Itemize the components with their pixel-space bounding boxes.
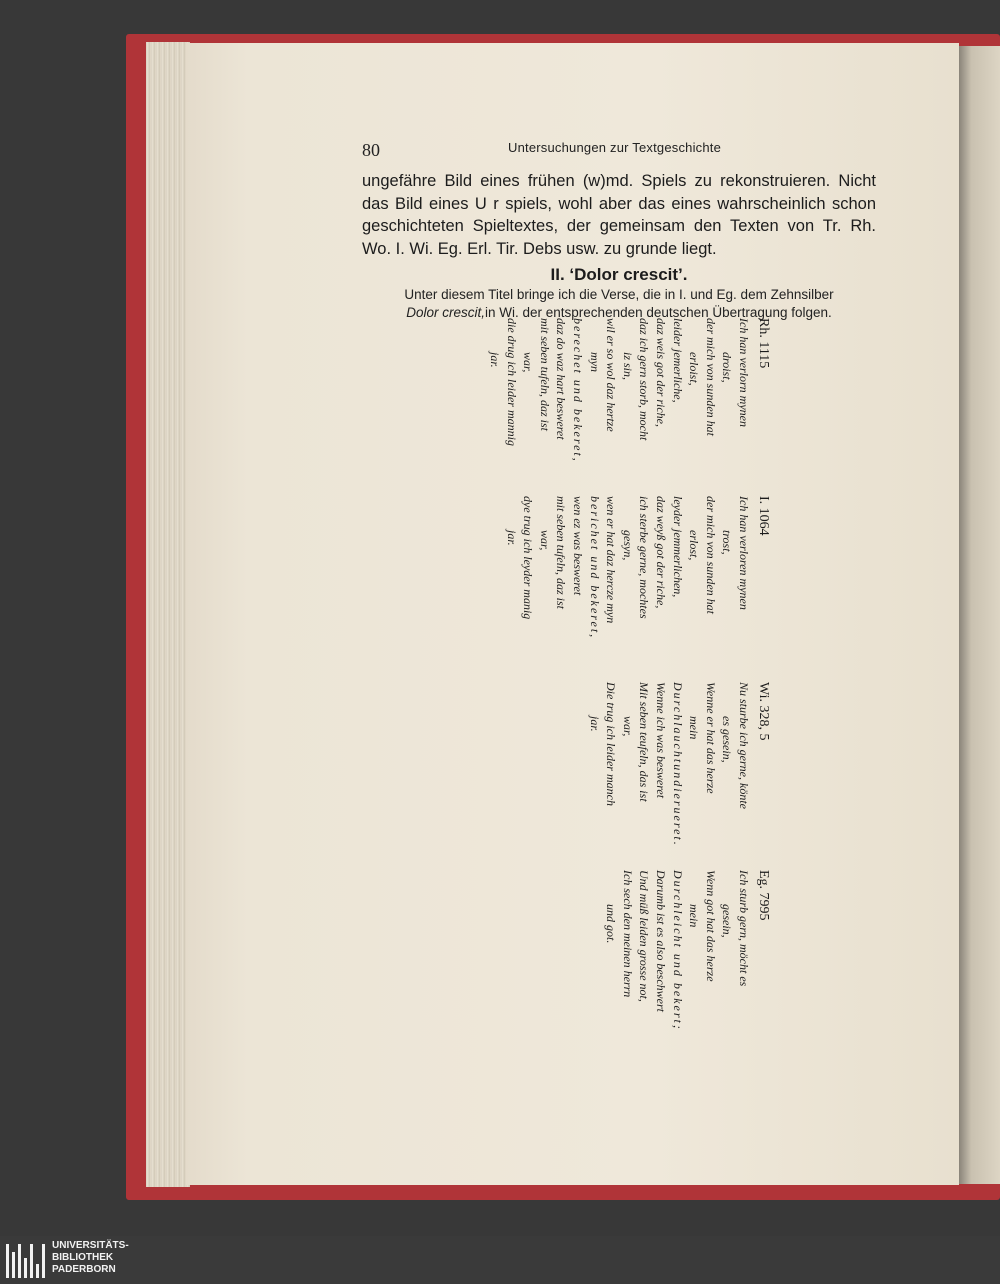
verse-line: mein	[687, 716, 702, 740]
verse-line: wen er hat daz hercze myn	[604, 496, 619, 624]
logo-bars-icon	[6, 1244, 46, 1278]
verse-line: Und müß leiden grosse not,	[637, 870, 652, 1002]
verse-line: daz do waz hart besweret	[554, 318, 569, 440]
verse-line: war,	[537, 530, 552, 551]
dolor-crescit-term: Dolor crescit,	[406, 305, 486, 320]
verse-line: daz ich gern storb, mocht	[637, 318, 652, 441]
verse-line: leider jemerliche,	[670, 318, 685, 403]
verse-line: Mit seben teufeln, das ist	[637, 682, 652, 802]
verse-line: wil er so wol daz hertze	[604, 318, 619, 432]
column-heading: Eg. 7995	[756, 870, 771, 921]
intro-line: geschichteten Spieltextes, der gemeinsam den Texten von Tr. Rh.	[362, 217, 876, 235]
verse-line: erloist,	[687, 352, 702, 386]
verse-comparison-table	[472, 318, 774, 1038]
verse-line: es gesein,	[720, 716, 735, 763]
verse-line: leyder jemmerlichen,	[670, 496, 685, 598]
page-edges	[146, 42, 190, 1187]
verse-line: ich sterbe gerne, mochtes	[637, 496, 652, 619]
verse-line: Durchleicht und bekert;	[670, 870, 685, 1031]
verse-line: berichet und bekeret,	[587, 496, 602, 640]
intro-line: ungefähre Bild eines frühen (w)md. Spiels zu rekonstruieren. Nicht	[362, 172, 876, 190]
verse-column-wi	[472, 682, 774, 862]
verse-line: jar.	[504, 530, 519, 546]
section-intro	[362, 286, 876, 322]
verse-line: iz sin,	[620, 352, 635, 381]
intro-paragraph	[362, 170, 876, 260]
verse-line: mein	[687, 904, 702, 928]
intro-line: das Bild eines U r spiels, wohl aber das eines wahrscheinlich schon	[362, 194, 876, 213]
verse-line: Ich sturb gern, möcht es	[737, 870, 751, 987]
verse-line: und got.	[604, 904, 619, 944]
logo-line: BIBLIOTHEK	[52, 1252, 114, 1263]
intro-line: Wo. I. Wi. Eg. Erl. Tir. Debs usw. zu grunde liegt.	[362, 239, 717, 258]
section-heading: II. ‘Dolor crescit’.	[550, 265, 688, 284]
verse-line: war,	[521, 352, 536, 373]
verse-line: erlost,	[687, 530, 702, 561]
verse-line: wen ez was besweret	[571, 496, 586, 596]
verse-line: Darumb ist es also beschwert	[654, 870, 669, 1012]
column-heading: Wi. 328, 5	[756, 682, 771, 741]
verse-line: Wenne er hat das herze	[703, 682, 718, 794]
verse-line: daz weyß got der riche,	[654, 496, 669, 609]
verse-line: mit seben tufeln, daz ist	[554, 496, 569, 609]
verse-line: Die trug ich leider manch	[604, 682, 619, 806]
verse-line: daz weis got der riche,	[654, 318, 669, 427]
verse-line: war,	[620, 716, 635, 737]
column-heading: Rh. 1115	[756, 318, 771, 369]
verse-line: droist,	[720, 352, 735, 383]
library-logo	[0, 1236, 1000, 1284]
verse-line: dye trug ich leyder manig	[521, 496, 536, 620]
verse-line: Wenn got hat das herze	[703, 870, 718, 982]
page-number: 80	[362, 140, 380, 160]
verse-line: jar.	[587, 716, 602, 732]
verse-line: berechet und bekeret,	[571, 318, 586, 463]
column-heading: I. 1064	[756, 496, 771, 536]
verse-line: Ich han verlorn mynen	[737, 318, 751, 427]
verse-line: die drug ich leider mannig	[504, 318, 519, 446]
verse-line: der mich von sunden hat	[703, 496, 718, 614]
running-head: Untersuchungen zur Textgeschichte	[508, 140, 722, 155]
logo-line: PADERBORN	[52, 1264, 116, 1275]
facing-page-edge	[959, 46, 1000, 1184]
verse-column-eg	[472, 870, 774, 1038]
section-intro-rest: in Wi. der entsprechenden deutschen Übertragung folgen.	[485, 305, 832, 320]
verse-line: mit seben tufeln, daz ist	[537, 318, 552, 431]
section-intro-line: Unter diesem Titel bringe ich die Verse, die in I. und Eg. dem Zehnsilber	[404, 287, 834, 302]
verse-column-rh	[472, 318, 774, 496]
verse-line: trost,	[720, 530, 735, 555]
verse-line: der mich von sunden hat	[703, 318, 718, 436]
logo-text	[52, 1240, 129, 1276]
verse-line: Nu sturbe ich gerne, könte	[737, 682, 751, 809]
verse-line: Wenne ich was besweret	[654, 682, 669, 799]
verse-line: gesyn,	[620, 530, 635, 561]
verse-line: jar.	[488, 352, 503, 368]
verse-column-i	[472, 496, 774, 676]
verse-line: Ich sech den meinen herrn	[620, 870, 635, 998]
logo-line: UNIVERSITÄTS-	[52, 1240, 129, 1251]
verse-line: Durchlauchtundierueret.	[670, 682, 685, 847]
verse-line: Ich han verloren mynen	[737, 496, 751, 610]
verse-line: gesein,	[720, 904, 735, 938]
verse-line: myn	[587, 352, 602, 372]
